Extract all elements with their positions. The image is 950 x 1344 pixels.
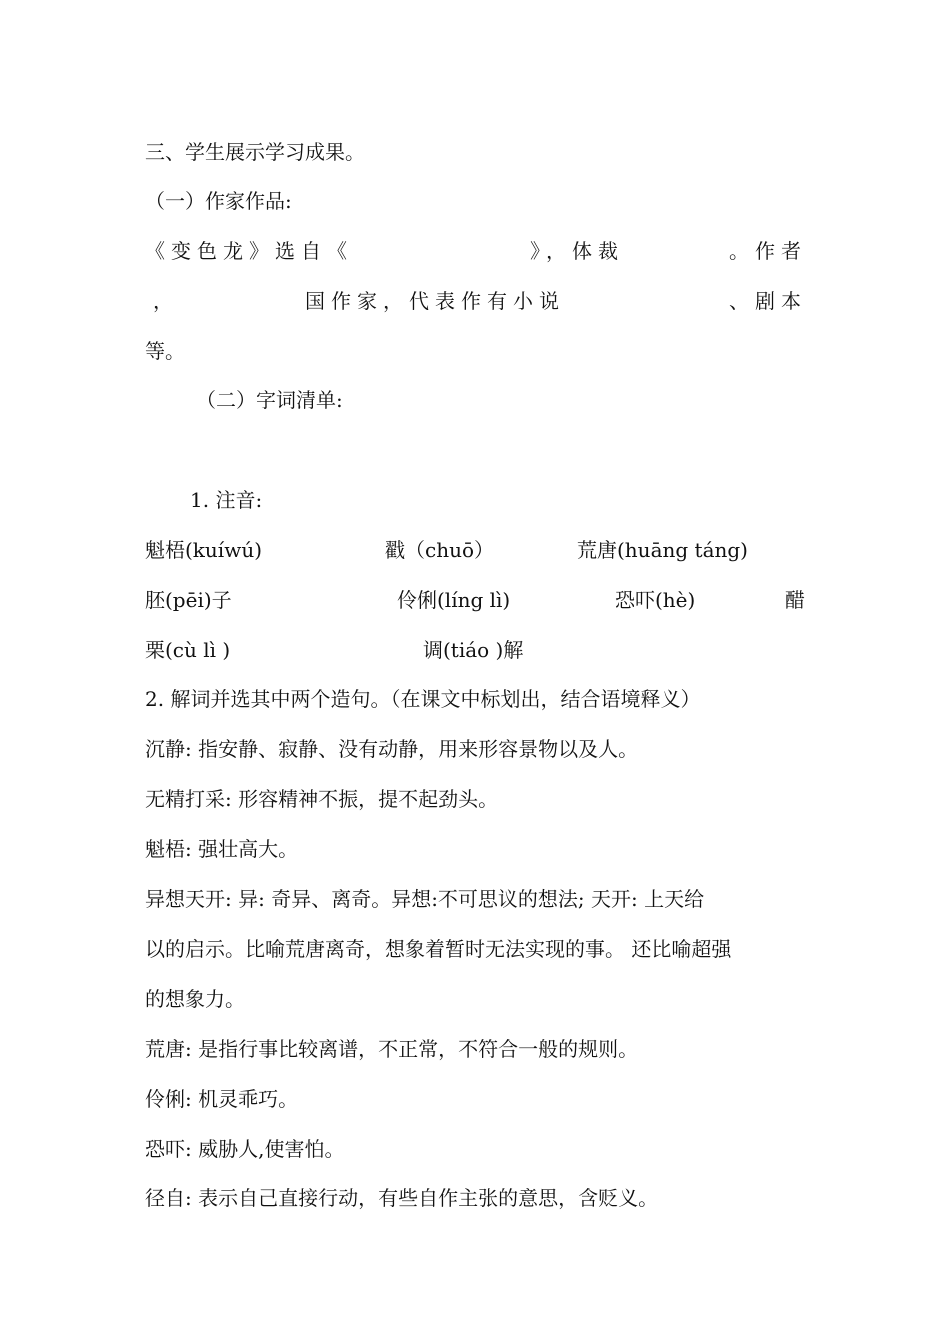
vocab-item: 异想天开: 异: 奇异、离奇。异想:不可思议的想法; 天开: 上天给: [145, 887, 705, 911]
pinyin-row-3: [145, 635, 805, 665]
author-line-3: 等。: [145, 339, 185, 363]
pinyin-row-1: [145, 535, 805, 565]
pinyin-heading: 1. 注音:: [190, 488, 263, 512]
vocab-item-continued: 以的启示。比喻荒唐离奇，想象着暂时无法实现的事。 还比喻超强: [145, 937, 732, 961]
vocab-item: 伶俐: 机灵乖巧。: [145, 1087, 299, 1111]
pinyin-culi: 栗(cù lì ): [145, 638, 231, 662]
vocab-item: 魁梧: 强壮高大。: [145, 837, 299, 861]
author-line2-end: 、剧本: [729, 289, 807, 313]
vocab-item: 荒唐: 是指行事比较离谱，不正常，不符合一般的规则。: [145, 1037, 639, 1061]
pinyin-chuo: 戳（chuō）: [385, 538, 495, 562]
section-one-title: （一）作家作品:: [145, 189, 292, 213]
vocab-item: 径自: 表示自己直接行动，有些自作主张的意思，含贬义。: [145, 1186, 659, 1210]
author-line2-start: ，: [153, 289, 179, 313]
pinyin-kuiwu: 魁梧(kuíwú): [145, 538, 263, 562]
section-three-title: 三、学生展示学习成果。: [145, 140, 365, 164]
pinyin-lingli: 伶俐(líng lì): [397, 588, 511, 612]
pinyin-peizi: 胚(pēi)子: [145, 588, 232, 612]
pinyin-cu-start: 醋: [785, 588, 805, 612]
section-two-title: （二）字词清单:: [196, 388, 343, 412]
vocab-item: 沉静: 指安静、寂静、没有动静，用来形容景物以及人。: [145, 737, 639, 761]
author-line-2: [145, 286, 805, 316]
author-line2-middle: 国作家，代表作有小说: [305, 289, 565, 313]
author-line-1: [145, 236, 805, 266]
vocab-item: 恐吓: 威胁人,使害怕。: [145, 1137, 345, 1161]
vocab-item: 无精打采: 形容精神不振，提不起劲头。: [145, 787, 499, 811]
pinyin-konghe: 恐吓(hè): [615, 588, 696, 612]
vocab-heading: 2. 解词并选其中两个造句。（在课文中标划出，结合语境释义）: [145, 687, 701, 711]
author-line1-end: 。作者: [729, 239, 807, 263]
pinyin-row-2: [145, 585, 805, 615]
vocab-item-continued: 的想象力。: [145, 987, 245, 1011]
pinyin-tiaojie: 调(tiáo )解: [423, 638, 524, 662]
pinyin-huangtang: 荒唐(huāng táng): [577, 538, 748, 562]
author-line1-middle: 》，体裁: [530, 239, 624, 263]
author-line1-start: 《变色龙》选自《: [145, 239, 353, 263]
